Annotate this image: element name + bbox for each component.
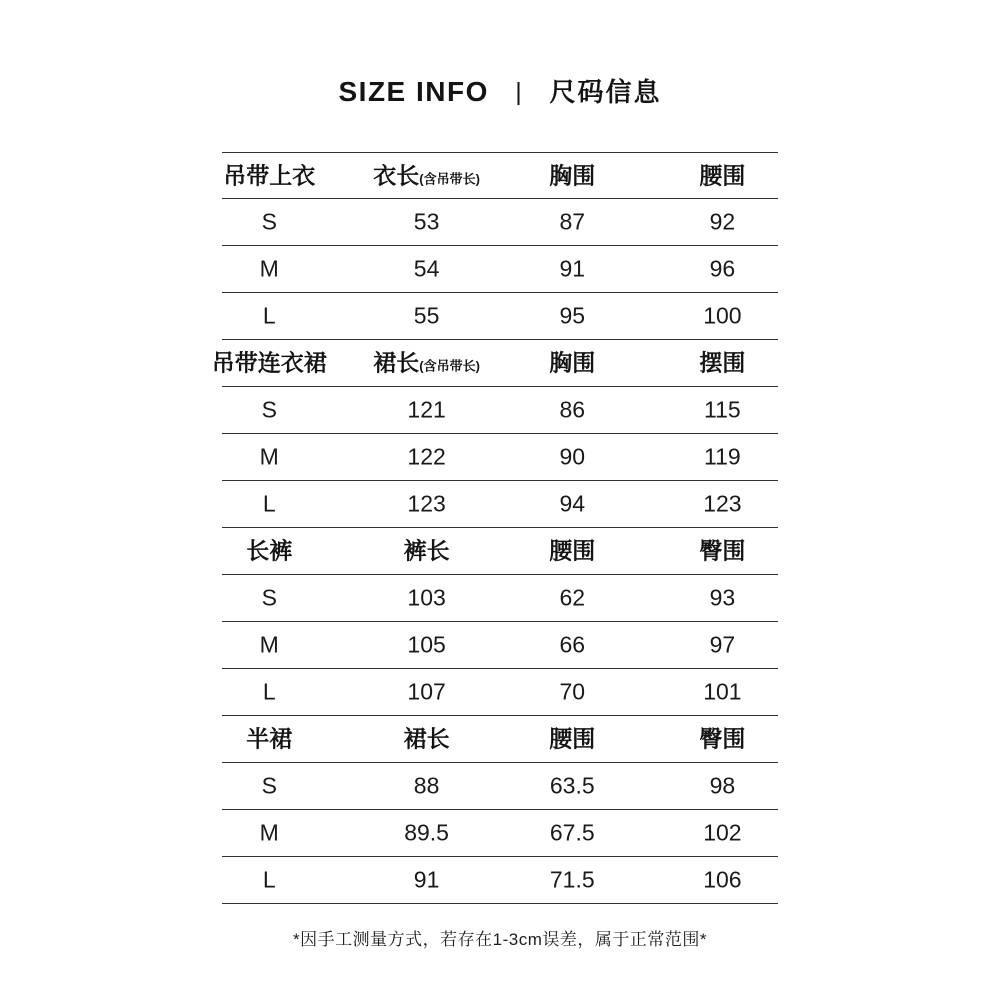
size-tables <box>211 152 778 904</box>
column-header-label: 臀围 <box>699 537 746 564</box>
measurement-value: 119 <box>704 443 741 470</box>
measurement-value: 97 <box>709 631 736 658</box>
measurement-value: 106 <box>703 866 742 893</box>
page-title-zh: 尺码信息 <box>549 77 662 107</box>
table-header-row <box>222 716 778 763</box>
page-title-en: SIZE INFO <box>338 76 489 107</box>
measurement-value: 89.5 <box>404 819 449 846</box>
measurement-value: 94 <box>559 490 586 517</box>
page-title <box>0 0 1000 109</box>
table-data-row <box>222 387 778 434</box>
column-header-label: 臀围 <box>699 725 746 752</box>
title-divider: | <box>515 78 524 106</box>
measurement-value: 53 <box>413 208 440 235</box>
column-header-label: 腰围 <box>549 725 596 752</box>
table-data-row <box>222 810 778 857</box>
measurement-value: 123 <box>407 490 446 517</box>
measurement-value: 105 <box>407 631 446 658</box>
measurement-value: 88 <box>413 772 440 799</box>
column-header <box>699 725 746 752</box>
column-header-label: 衣长 <box>373 162 420 188</box>
measurement-value: 91 <box>559 255 586 282</box>
measurement-value: 71.5 <box>549 866 595 893</box>
column-header-label: 裙长 <box>373 349 420 376</box>
category-label: 半裙 <box>246 725 293 752</box>
table-header-row <box>211 340 778 387</box>
size-label: L <box>262 678 276 705</box>
column-header <box>549 725 596 752</box>
column-header <box>549 349 596 376</box>
column-header <box>549 164 595 187</box>
table-data-row <box>222 575 778 622</box>
size-label: L <box>262 866 276 893</box>
category-label: 吊带连衣裙 <box>211 349 327 376</box>
measurement-value: 115 <box>704 396 741 423</box>
measurement-value: 90 <box>559 443 586 470</box>
size-label: M <box>259 255 279 282</box>
measurement-value: 103 <box>407 584 446 611</box>
column-header-label: 胸围 <box>549 162 596 188</box>
table-header-row <box>222 528 778 575</box>
column-header-label: 裙长 <box>403 725 450 752</box>
size-table-2 <box>211 340 778 528</box>
measurement-value: 122 <box>407 443 446 470</box>
table-data-row <box>222 293 778 340</box>
measurement-value: 86 <box>559 396 586 423</box>
size-table-1 <box>222 152 778 340</box>
table-data-row <box>222 622 778 669</box>
measurement-value: 92 <box>709 208 736 235</box>
category-label: 长裤 <box>246 537 293 564</box>
category-label: 吊带上衣 <box>223 162 316 188</box>
size-label: M <box>259 819 279 846</box>
size-table-4 <box>222 716 778 904</box>
measurement-value: 123 <box>703 490 742 517</box>
measurement-value: 70 <box>559 678 586 705</box>
size-label: S <box>261 396 277 423</box>
column-header <box>699 537 746 564</box>
column-header <box>373 349 480 376</box>
column-header <box>403 537 450 564</box>
measurement-footnote: *因手工测量方式，若存在1-3cm误差，属于正常范围* <box>293 930 707 949</box>
column-header-label: 裤长 <box>403 537 450 564</box>
size-label: L <box>262 490 276 517</box>
table-data-row <box>222 857 778 904</box>
measurement-value: 55 <box>413 302 440 329</box>
measurement-value: 98 <box>709 772 736 799</box>
column-header <box>549 537 596 564</box>
table-header-row <box>222 152 778 199</box>
measurement-value: 100 <box>703 302 742 329</box>
measurement-value: 87 <box>559 208 586 235</box>
column-header <box>373 164 480 187</box>
measurement-value: 93 <box>709 584 736 611</box>
column-header-label: 腰围 <box>549 537 596 564</box>
table-data-row <box>222 434 778 481</box>
table-data-row <box>222 481 778 528</box>
measurement-value: 101 <box>703 678 742 705</box>
measurement-value: 66 <box>559 631 586 658</box>
measurement-value: 121 <box>407 396 446 423</box>
column-header-suffix: (含吊带长) <box>419 358 480 374</box>
column-header <box>403 725 450 752</box>
column-header <box>699 164 745 187</box>
size-label: M <box>259 443 279 470</box>
column-header-label: 腰围 <box>699 162 746 188</box>
table-data-row <box>222 763 778 810</box>
column-header-suffix: (含吊带长) <box>419 171 480 186</box>
measurement-value: 102 <box>703 819 742 846</box>
column-header-label: 摆围 <box>699 349 746 376</box>
table-data-row <box>222 669 778 716</box>
measurement-value: 54 <box>413 255 440 282</box>
measurement-value: 95 <box>559 302 586 329</box>
column-header-label: 胸围 <box>549 349 596 376</box>
measurement-value: 96 <box>709 255 736 282</box>
size-label: M <box>259 631 279 658</box>
size-label: L <box>262 302 276 329</box>
measurement-value: 67.5 <box>549 819 595 846</box>
measurement-value: 107 <box>407 678 446 705</box>
size-table-3 <box>222 528 778 716</box>
table-data-row <box>222 199 778 246</box>
size-label: S <box>261 772 277 799</box>
size-label: S <box>261 584 277 611</box>
column-header <box>699 349 746 376</box>
size-label: S <box>261 208 277 235</box>
measurement-value: 62 <box>559 584 586 611</box>
table-data-row <box>222 246 778 293</box>
measurement-value: 63.5 <box>549 772 595 799</box>
measurement-value: 91 <box>413 866 440 893</box>
